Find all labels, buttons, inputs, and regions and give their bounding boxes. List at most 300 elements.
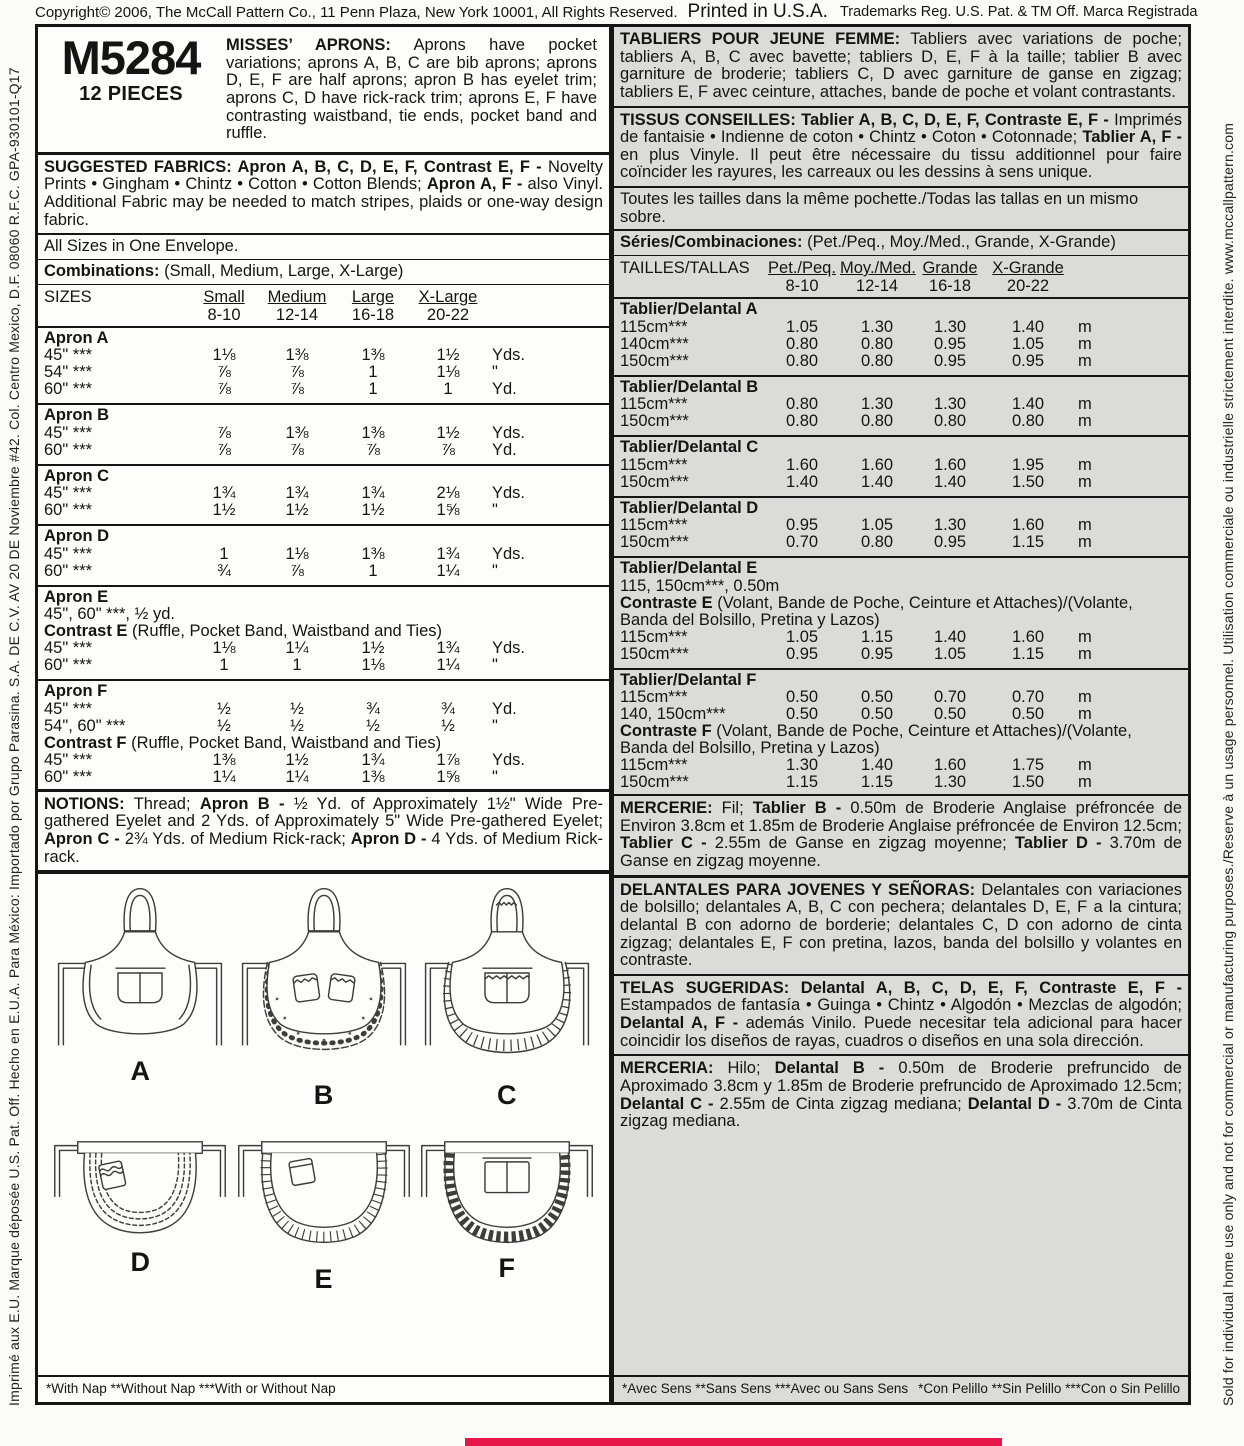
apron-e-cell [233,1137,414,1295]
table-cell: 0.50 [1011,705,1045,724]
table-cell: 1⅜ [285,346,309,365]
table-row [38,442,609,459]
table-cell: 1 [219,544,229,563]
table-cell: 1.05 [1011,334,1045,353]
table-cell: 1.50 [1011,773,1045,792]
sens-footnote: *Avec Sens **Sans Sens ***Avec ou Sans Sens [622,1381,909,1396]
table-section-title: Tablier/Delantal E [620,559,758,578]
table-cell: 1.30 [860,395,894,414]
table-cell: 0.80 [933,412,967,431]
table-row [614,689,1188,706]
table-cell: 54", 60" *** [44,716,126,735]
table-cell: TAILLES/TALLAS [620,259,750,278]
table-cell: ½ [290,716,304,735]
table-sizes-row [38,307,609,324]
table-cell: 0.80 [785,334,819,353]
table-cell: 115cm*** [620,455,688,474]
table-cell: ¾ [217,561,231,580]
table-row [38,701,609,718]
table-cell: 45" *** [44,544,93,563]
table-section-title: Apron D [44,527,110,546]
table-cell: X-Large [418,287,478,306]
table-cell: 0.80 [1011,412,1045,431]
table-cell: ⅞ [290,380,304,399]
table-cell: ¾ [441,699,455,718]
table-cell: 45" *** [44,484,93,503]
table-row [614,474,1188,491]
trademarks-text: Trademarks Reg. U.S. Pat. & TM Off. Marca Registrada [839,4,1198,20]
table-cell: Yds. [492,484,526,503]
table-cell: 1.40 [933,627,967,646]
table-row [614,336,1188,353]
table-section-title: Tablier/Delantal D [620,498,759,517]
table-cell: " [492,767,498,786]
table-cell: 1 [292,656,302,675]
table-row [38,425,609,442]
printed-in-usa-text: Printed in U.S.A. [687,1,828,22]
table-cell: 0.80 [860,334,894,353]
table-cell: 20-22 [426,305,470,324]
table-cell: 0.80 [785,351,819,370]
apron-label: D [130,1247,150,1278]
table-cell: 1½ [212,501,236,520]
english-panel [35,24,612,1405]
apron-illustrations [38,874,609,1375]
table-cell: " [492,501,498,520]
table-cell: 0.80 [860,351,894,370]
table-cell: Yds. [492,750,526,769]
table-cell: 1 [368,561,378,580]
table-cell: 1½ [436,423,460,442]
table-header-row [614,257,1188,278]
table-cell: ⅞ [290,363,304,382]
table-row [614,757,1188,774]
table-cell [44,307,188,324]
table-cell: 60" *** [44,656,93,675]
table-cell: 1⅜ [361,767,385,786]
table-cell: 2⅛ [436,484,460,503]
table-cell: " [492,561,498,580]
right-vertical-imprint: Sold for individual home use only and not for commercial or manufacturing purposes./Reserve à un usage personnel. Utilisation commerciale ou industrielle strictement interdite. www.mccallpattern.com [1220,122,1236,1406]
table-cell: 1.50 [1011,472,1045,491]
table-cell: ⅞ [441,440,455,459]
table-cell: m [1078,533,1092,552]
table-cell: 0.95 [785,516,819,535]
table-cell: 1¾ [436,544,460,563]
table-row [614,413,1188,430]
table-cell: 1½ [285,501,309,520]
table-cell: 1.15 [1011,644,1045,663]
table-cell: 0.50 [860,705,894,724]
table-cell: 0.95 [785,644,819,663]
table-cell: 1½ [436,346,460,365]
table-row [38,485,609,502]
table-cell: ½ [290,699,304,718]
table-section [614,375,1188,434]
table-cell: 115cm*** [620,317,688,336]
table-cell: m [1078,756,1092,775]
all-sizes-note-fr-es: Toutes les tailles dans la même pochette./Todas las tallas en un mismo sobre. [614,188,1188,231]
table-cell: 1.05 [785,627,819,646]
table-cell: ½ [366,716,380,735]
all-sizes-note: All Sizes in One Envelope. [38,235,609,260]
table-cell: 1.05 [933,644,967,663]
table-cell: 45" *** [44,639,93,658]
pattern-description: MISSES’ APRONS: Aprons have pocket variations; aprons A, B, C are bib aprons; aprons D, E, F are half aprons; apron B has eyelet trim; aprons C, D have rick-rack trim; aprons E, F have contrasting waistband, tie ends, pocket band and ruffle. [226,36,597,143]
table-cell: 1⅞ [436,750,460,769]
table-cell: 0.70 [1011,688,1045,707]
table-cell: 1¾ [212,484,236,503]
table-cell: 150cm*** [620,533,689,552]
table-cell: 0.80 [860,412,894,431]
table-cell: ⅞ [217,440,231,459]
pattern-number: M5284 [61,31,201,84]
table-cell: 1.60 [933,455,967,474]
table-cell: ⅞ [217,380,231,399]
apron-f-illustration [416,1137,598,1250]
table-cell: 150cm*** [620,472,689,491]
blank-area [614,1135,1188,1375]
table-section [614,668,1188,795]
table-section [614,496,1188,555]
table-cell: 1⅜ [361,423,385,442]
table-cell: m [1078,455,1092,474]
table-cell: 1.30 [933,516,967,535]
table-cell: Yd. [492,699,517,718]
table-row [614,706,1188,723]
table-cell: 1¼ [212,767,236,786]
table-cell: 1⅛ [285,544,309,563]
table-row [614,396,1188,413]
french-spanish-panel [611,24,1191,1405]
apron-e-illustration [233,1137,415,1250]
table-cell: 1 [219,656,229,675]
left-vertical-imprint: Imprimé aux E.U. Marque déposée U.S. Pat. Off. Hecho en E.U.A. Para México: Importado por Grupo Parasina. S.A. DE C.V. AV 20 DE Noviembre #42. Col. Centro Mexico, D.F. 08060 R.F.C. GPA-930101-Q17 [6,67,22,1406]
table-section-title: Apron A [44,328,109,347]
apron-label: B [313,1080,334,1111]
table-cell: 1¾ [436,639,460,658]
table-cell: ⅞ [366,440,380,459]
table-cell: m [1078,395,1092,414]
table-cell: 0.80 [785,395,819,414]
table-section-title: Tablier/Delantal A [620,300,758,319]
apron-b-cell [233,882,414,1111]
table-cell: 1.40 [860,756,894,775]
table-cell: 1.15 [860,627,894,646]
table-cell: " [492,716,498,735]
merceria: MERCERIA: Hilo; Delantal B - 0.50m de Broderie prefruncido de Aproximado 3.8cm y 1.85m de Broderie prefruncido de Aproximado 12.5cm; Delantal C - 2.55m de Cinta zigzag mediana; Delantal D - 3.70m de Cinta zigzag mediana. [620,1059,1182,1131]
table-row [614,774,1188,791]
table-cell: Moy./Med. [840,259,916,278]
top-strip [35,0,1224,23]
table-cell: ⅞ [217,423,231,442]
table-cell: 1.40 [860,472,894,491]
table-cell [484,288,603,307]
table-cell: m [1078,627,1092,646]
table-cell: 60" *** [44,440,93,459]
sens-pelillo-footnote [614,1375,1188,1402]
table-row [38,546,609,563]
table-cell: 1¼ [436,656,460,675]
table-cell: 1.05 [785,317,819,336]
table-cell: 45" *** [44,423,93,442]
table-cell: 1¼ [285,767,309,786]
table-row [38,563,609,580]
combinations-note: Combinations: (Small, Medium, Large, X-Large) [38,260,609,285]
table-cell: 1.40 [1011,317,1045,336]
table-row [38,381,609,398]
apron-b-illustration [233,882,415,1066]
table-cell: 8-10 [785,277,819,296]
notions: NOTIONS: Thread; Apron B - ½ Yd. of Approximately 1½" Wide Pre-gathered Eyelet and 2 Yds. of Approximately 5" Wide Pre-gathered Eyelet; Apron C - 2¾ Yds. of Medium Rick-rack; Apron D - 4 Yds. of Medium Rick-rack. [38,789,609,875]
table-cell: m [1078,472,1092,491]
series-combinaciones: Séries/Combinaciones: (Pet./Peq., Moy./Med., Grande, X-Grande) [614,231,1188,256]
table-cell: 1.75 [1011,756,1045,775]
table-cell: 1 [368,380,378,399]
table-cell: 1⅜ [361,544,385,563]
table-cell: Medium [267,287,327,306]
table-cell: 1.30 [933,395,967,414]
table-cell: 1¼ [285,639,309,658]
table-section [38,464,609,523]
table-row [38,769,609,786]
table-cell: 0.95 [933,351,967,370]
table-cell: 1.05 [860,516,894,535]
table-cell: X-Grande [992,259,1064,278]
table-cell: 1.30 [860,317,894,336]
table-cell: 115cm*** [620,756,688,775]
table-cell: 140, 150cm*** [620,705,726,724]
table-cell [484,307,603,324]
table-cell: m [1078,688,1092,707]
table-cell: 1.60 [1011,516,1045,535]
table-section [38,679,609,789]
table-sizes-row [614,278,1188,295]
table-cell: ½ [217,699,231,718]
table-cell: 0.50 [785,705,819,724]
suggested-fabrics: SUGGESTED FABRICS: Apron A, B, C, D, E, F, Contrast E, F - Novelty Prints • Gingham • Chintz • Cotton • Cotton Blends; Apron A, F - also Vinyl. Additional Fabric may be needed to match stripes, plaids or one-way design fabric. [38,155,609,236]
table-cell: 1¾ [285,484,309,503]
table-section-title: Apron B [44,406,110,425]
table-section-title: Apron C [44,466,110,485]
apron-a-cell [50,882,231,1111]
table-cell: 115cm*** [620,627,688,646]
metric-table [614,256,1188,794]
table-cell: 115cm*** [620,688,688,707]
table-row [38,347,609,364]
table-cell: SIZES [44,287,92,306]
pelillo-footnote: *Con Pelillo **Sin Pelillo ***Con o Sin Pelillo [918,1381,1180,1396]
table-cell: Yds. [492,423,526,442]
delantales-description: DELANTALES PARA JOVENES Y SEÑORAS: Delantales con variaciones de bolsillo; delantales A, B, C con pechera; delantales D, E, F a la cintura; delantal B con adorno de borderie; delantales C, D con adorno de cinta zigzag; delantales E, F con pretina, lazos, banda del bolsillo y volantes en contraste. [614,878,1188,976]
table-cell: Yds. [492,544,526,563]
table-cell: 1.30 [933,317,967,336]
table-row [614,353,1188,370]
table-cell: 1½ [285,750,309,769]
table-cell: 60" *** [44,561,93,580]
half-aprons-row [50,1137,597,1295]
table-cell: 1.60 [1011,627,1045,646]
table-cell: 1.15 [785,773,819,792]
table-cell: 1.40 [785,472,819,491]
table-cell: 150cm*** [620,644,689,663]
table-subhead: Contraste F (Volant, Bande de Poche, Ceinture et Attaches)/(Volante, Banda del Bolsillo, Pretina y Lazos) [620,722,1132,758]
table-cell: 16-18 [928,277,972,296]
table-section-title: Apron E [44,587,109,606]
table-cell: 150cm*** [620,412,689,431]
table-cell: 1⅝ [436,501,460,520]
table-subhead: Contrast E (Ruffle, Pocket Band, Waistband and Ties) [44,622,443,641]
table-cell: 1⅜ [212,750,236,769]
table-row [614,646,1188,663]
table-section [38,524,609,583]
apron-label: E [314,1264,333,1295]
table-cell: 1½ [361,639,385,658]
table-cell: 54" *** [44,363,93,382]
pattern-header [38,27,609,155]
table-section-title: Tablier/Delantal B [620,377,759,396]
apron-d-illustration [49,1137,231,1244]
table-cell: m [1078,516,1092,535]
table-cell: 1⅜ [285,423,309,442]
table-cell: 16-18 [351,305,395,324]
table-cell: 60" *** [44,501,93,520]
table-cell: 0.70 [933,688,967,707]
apron-label: C [497,1080,517,1111]
table-cell: Pet./Peq. [768,259,836,278]
table-note: 45", 60" ***, ½ yd. [44,605,175,624]
table-cell: 0.95 [1011,351,1045,370]
table-cell: m [1078,412,1092,431]
table-cell: 20-22 [1006,277,1050,296]
table-header-row [38,286,609,307]
table-cell: ½ [217,716,231,735]
table-section-title: Tablier/Delantal F [620,670,757,689]
tabliers-description: TABLIERS POUR JEUNE FEMME: Tabliers avec variations de poche; tabliers A, B, C avec bavette; tabliers D, E, F à la taille; tablier B avec garniture de broderie; tabliers C, D avec garniture de ganse en zigzag; tabliers E, F avec ceinture, attaches, bande de poche et volant contrastants. [614,27,1188,108]
table-cell: 1.15 [860,773,894,792]
table-section-title: Apron F [44,682,108,701]
table-cell: 1⅛ [361,656,385,675]
table-cell: 1⅛ [212,639,236,658]
table-cell: 150cm*** [620,773,689,792]
table-cell: 1.30 [785,756,819,775]
table-cell: 1¾ [361,484,385,503]
tissus-conseilles: TISSUS CONSEILLES: Tablier A, B, C, D, E, F, Contraste E, F - Imprimés de fantaisie • Indienne de coton • Chintz • Coton • Cotonnade; Tablier A, F - en plus Vinyle. Il peut être nécessaire du tissu additionnel pour faire coïncider les rayures, les carreaux ou les dessins à sens unique. [614,108,1188,189]
table-cell: 1.15 [1011,533,1045,552]
table-cell: 0.70 [785,533,819,552]
apron-d-cell [50,1137,231,1295]
nap-footnote: *With Nap **Without Nap ***With or Without Nap [38,1375,609,1402]
table-cell: Grande [922,259,978,278]
accent-bar [465,1438,1002,1446]
apron-label: F [498,1253,515,1284]
table-cell: 60" *** [44,380,93,399]
table-cell: m [1078,334,1092,353]
table-section [38,326,609,402]
table-cell: 0.50 [933,705,967,724]
table-cell: ⅞ [290,561,304,580]
table-row [38,640,609,657]
table-cell: 12-14 [855,277,899,296]
table-section [614,435,1188,494]
table-cell: 1.60 [933,756,967,775]
table-row [614,517,1188,534]
yardage-table [38,285,609,789]
apron-c-illustration [416,882,598,1066]
table-row [614,457,1188,474]
table-cell: m [1078,644,1092,663]
table-cell: 45" *** [44,346,93,365]
table-cell: Yd. [492,380,517,399]
table-cell: m [1078,317,1092,336]
table-cell: 0.80 [785,412,819,431]
table-cell: Large [351,287,395,306]
copyright-text: Copyright© 2006, The McCall Pattern Co., 11 Penn Plaza, New York 10001, All Rights Reserved. [35,4,678,21]
table-cell: " [492,656,498,675]
table-section [614,297,1188,373]
table-cell: 1.95 [1011,455,1045,474]
table-cell: 1¼ [436,561,460,580]
table-cell: 1½ [361,501,385,520]
table-cell: 0.95 [860,644,894,663]
table-cell: 1.40 [1011,395,1045,414]
table-cell [1070,259,1182,278]
table-cell: 1⅜ [361,346,385,365]
table-cell: Yds. [492,346,526,365]
table-cell: 1⅛ [436,363,460,382]
table-cell: 1.60 [785,455,819,474]
table-cell: 45" *** [44,750,93,769]
table-subhead: Contraste E (Volant, Bande de Poche, Ceinture et Attaches)/(Volante, Banda del Bolsillo, Pretina y Lazos) [620,593,1133,629]
table-cell: 0.95 [933,533,967,552]
table-cell: 115cm*** [620,516,688,535]
table-section-title: Tablier/Delantal C [620,438,759,457]
table-cell: 1 [443,380,453,399]
table-cell: 8-10 [207,305,241,324]
apron-f-cell [417,1137,598,1295]
table-cell: 150cm*** [620,351,689,370]
apron-label: A [130,1055,150,1086]
table-cell: m [1078,773,1092,792]
table-subhead: Contrast F (Ruffle, Pocket Band, Waistband and Ties) [44,733,442,752]
table-cell: 140cm*** [620,334,689,353]
table-cell: Yd. [492,440,517,459]
table-row [38,364,609,381]
table-section [38,403,609,462]
table-cell: 45" *** [44,699,93,718]
table-cell [620,278,764,295]
table-row [38,718,609,735]
table-cell: 1.40 [933,472,967,491]
table-cell: Yds. [492,639,526,658]
table-row [38,502,609,519]
telas-sugeridas: TELAS SUGERIDAS: Delantal A, B, C, D, E, F, Contraste E, F - Estampados de fantasía • Guinga • Chintz • Algodón • Mezclas de algodón; Delantal A, F - además Vinilo. Puede necesitar tela adicional para hacer coincidir los diseños de rayas, cuadros o diseños en una sola dirección. [614,976,1188,1057]
table-note: 115, 150cm***, 0.50m [620,576,780,595]
table-cell: ¾ [366,699,380,718]
table-cell: 0.50 [860,688,894,707]
apron-c-cell [417,882,598,1111]
table-cell: 1¾ [361,750,385,769]
table-cell: ⅞ [217,363,231,382]
table-cell: 1 [368,363,378,382]
mercerie: MERCERIE: Fil; Tablier B - 0.50m de Broderie Anglaise préfroncée de Environ 3.8cm et 1.85m de Broderie Anglaise préfroncée de Environ 12.5cm; Tablier C - 2.55m de Ganse en zigzag moyenne; Tablier D - 3.70m de Ganse en zigzag moyenne. [614,794,1188,878]
table-row [38,657,609,674]
table-row [614,629,1188,646]
table-cell: 0.95 [933,334,967,353]
table-cell: " [492,363,498,382]
table-cell: 0.50 [785,688,819,707]
table-cell: ½ [441,716,455,735]
